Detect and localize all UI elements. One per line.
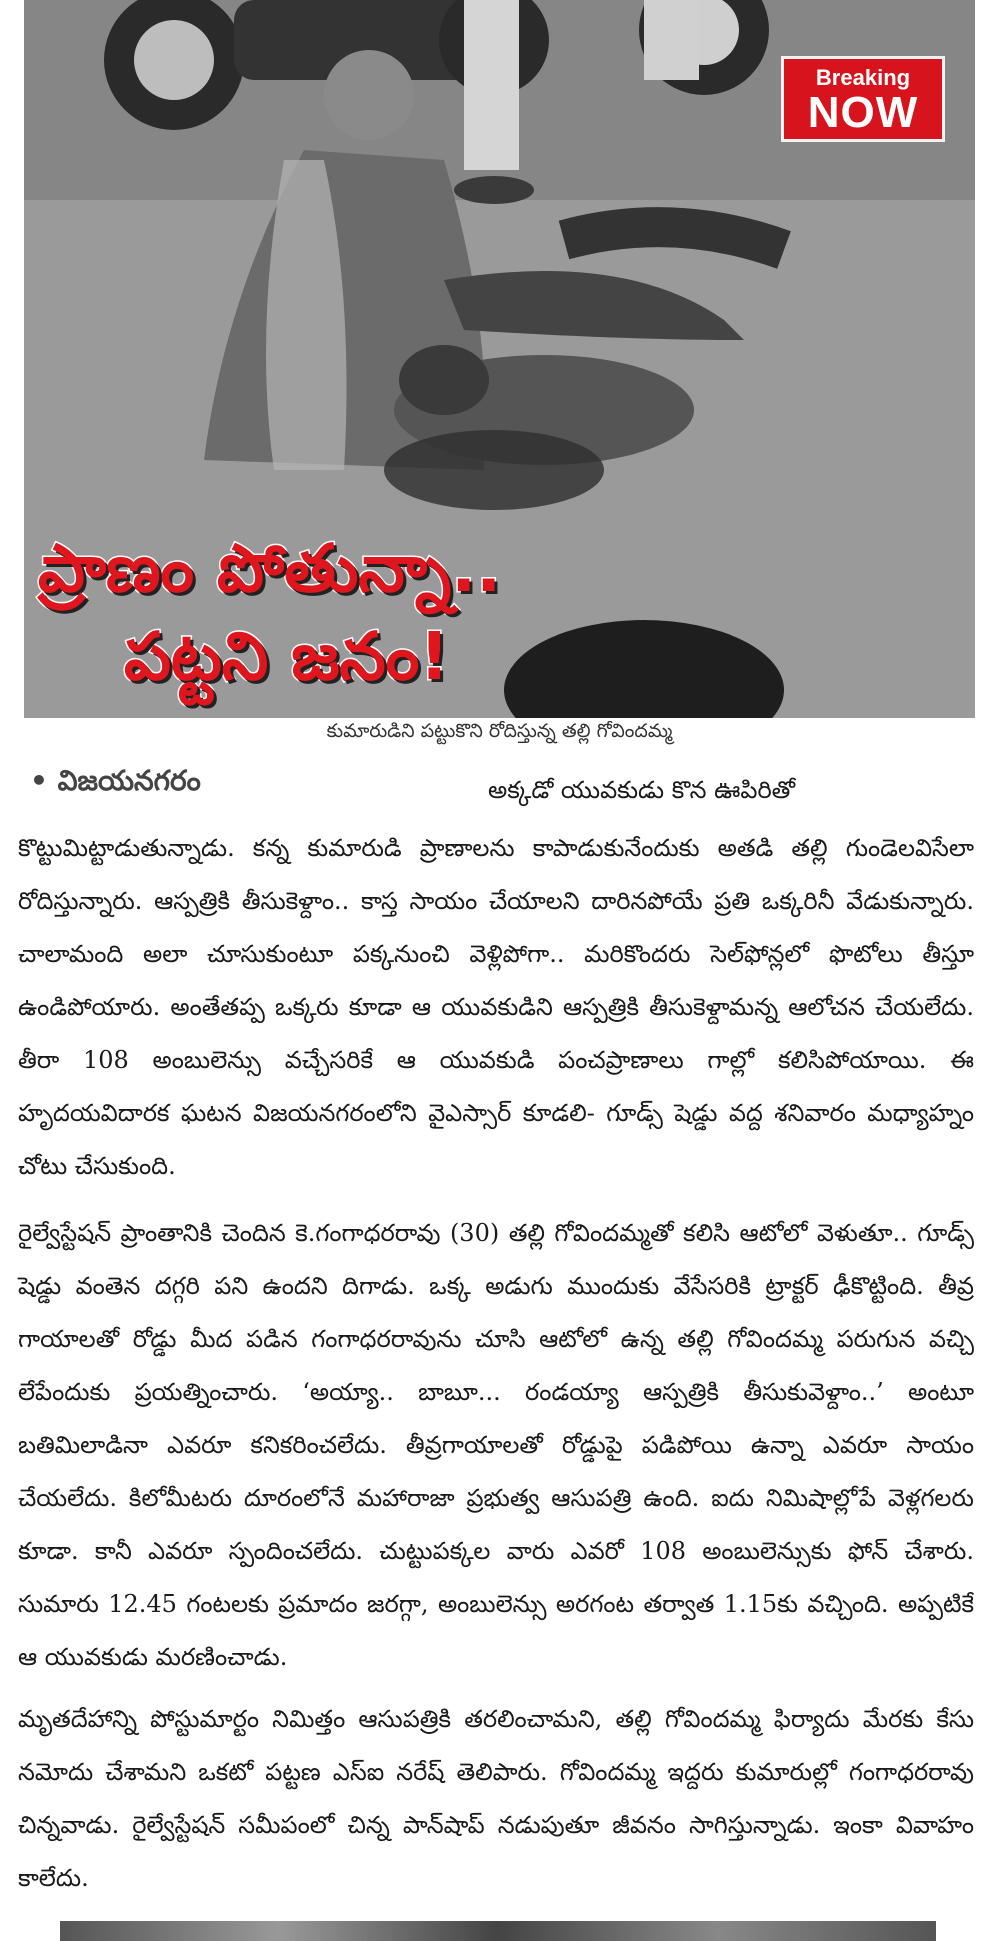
dateline: • విజయనగరం [30,764,201,797]
breaking-now-badge [781,56,945,142]
article-paragraph-3: మృతదేహాన్ని పోస్టుమార్టం నిమిత్తం ఆసుపత్రికి తరలించామని, తల్లి గోవిందమ్మ ఫిర్యాదు మేరకు కేసు నమోదు చేశామని ఒకటో పట్టణ ఎస్ఐ నరేష్ తెలిపారు. గోవిందమ్మ ఇద్దరు కుమారుల్లో గంగాధరరావు చిన్నవాడు. రైల్వేస్టేషన్ సమీపంలో చిన్న పాన్‌షాప్ నడుపుతూ జీవనం సాగిస్తున్నాడు. ఇంకా వివాహం కాలేదు. [18,1705,974,1892]
headline-line2: పట్టని జనం! [124,618,450,695]
headline-line1: ప్రాణం పోతున్నా.. [38,530,502,607]
article-paragraph-2: రైల్వేస్టేషన్ ప్రాంతానికి చెందిన కె.గంగాధరరావు (30) తల్లి గోవిందమ్మతో కలిసి ఆటోలో వెళుతూ.. గూడ్స్ షెడ్డు వంతెన దగ్గరి పని ఉందని దిగాడు. ఒక్క అడుగు ముందుకు వేసేసరికి ట్రాక్టర్ ఢీకొట్టింది. తీవ్ర గాయాలతో రోడ్డు మీద పడిన గంగాధరరావును చూసి ఆటోలో ఉన్న తల్లి గోవిందమ్మ పరుగున వచ్చి లేపేందుకు ప్రయత్నించారు. ‘అయ్యా.. బాబూ... రండయ్యా ఆస్పత్రికి తీసుకువెళ్దాం..’ అంటూ బతిమిలాడినా ఎవరూ కనికరించలేదు. తీవ్రగాయాలతో రోడ్డుపై పడిపోయి ఉన్నా ఎవరూ సాయం చేయలేదు. కిలోమీటరు దూరంలోనే మహారాజా ప్రభుత్వ ఆసుపత్రి ఉంది. ఐదు నిమిషాల్లోపే వెళ్లగలరు కూడా. కానీ ఎవరూ స్పందించలేదు. చుట్టుపక్కల వారు ఎవరో 108 అంబులెన్సుకు ఫోన్ చేశారు. సుమారు 12.45 గంటలకు ప్రమాదం జరగ్గా, అంబులెన్సు అరగంట తర్వాత 1.15కు వచ్చింది. అప్పటికే ఆ యువకుడు మరణించాడు. [18,1219,974,1671]
article-intro: అక్కడో యువకుడు కొన ఊపిరితో [488,776,796,804]
badge-line1: Breaking [815,65,911,90]
article-paragraph-1: కొట్టుమిట్టాడుతున్నాడు. కన్న కుమారుడి ప్రాణాలను కాపాడుకునేందుకు అతడి తల్లి గుండెలవిసేలా రోదిస్తున్నారు. ఆస్పత్రికి తీసుకెళ్దాం.. కాస్త సాయం చేయాలని దారినపోయే ప్రతి ఒక్కరినీ వేడుకున్నారు. చాలామంది అలా చూసుకుంటూ పక్కనుంచి వెళ్లిపోగా.. మరికొందరు సెల్‌ఫోన్లలో ఫొటోలు తీస్తూ ఉండిపోయారు. అంతేతప్ప ఒక్కరు కూడా ఆ యువకుడిని ఆస్పత్రికి తీసుకెళ్దామన్న ఆలోచన చేయలేదు. తీరా 108 అంబులెన్సు వచ్చేసరికే ఆ యువకుడి పంచప్రాణాలు గాల్లో కలిసిపోయాయి. ఈ హృదయవిదారక ఘటన విజయనగరంలోని వైఎస్సార్ కూడలి- గూడ్స్ షెడ్డు వద్ద శనివారం మధ్యాహ్నం చోటు చేసుకుంది. [18,834,974,1180]
photo-caption: కుమారుడిని పట్టుకొని రోదిస్తున్న తల్లి గోవిందమ్మ [326,720,673,742]
badge-line2: NOW [807,88,919,137]
next-photo-edge [60,1921,936,1941]
